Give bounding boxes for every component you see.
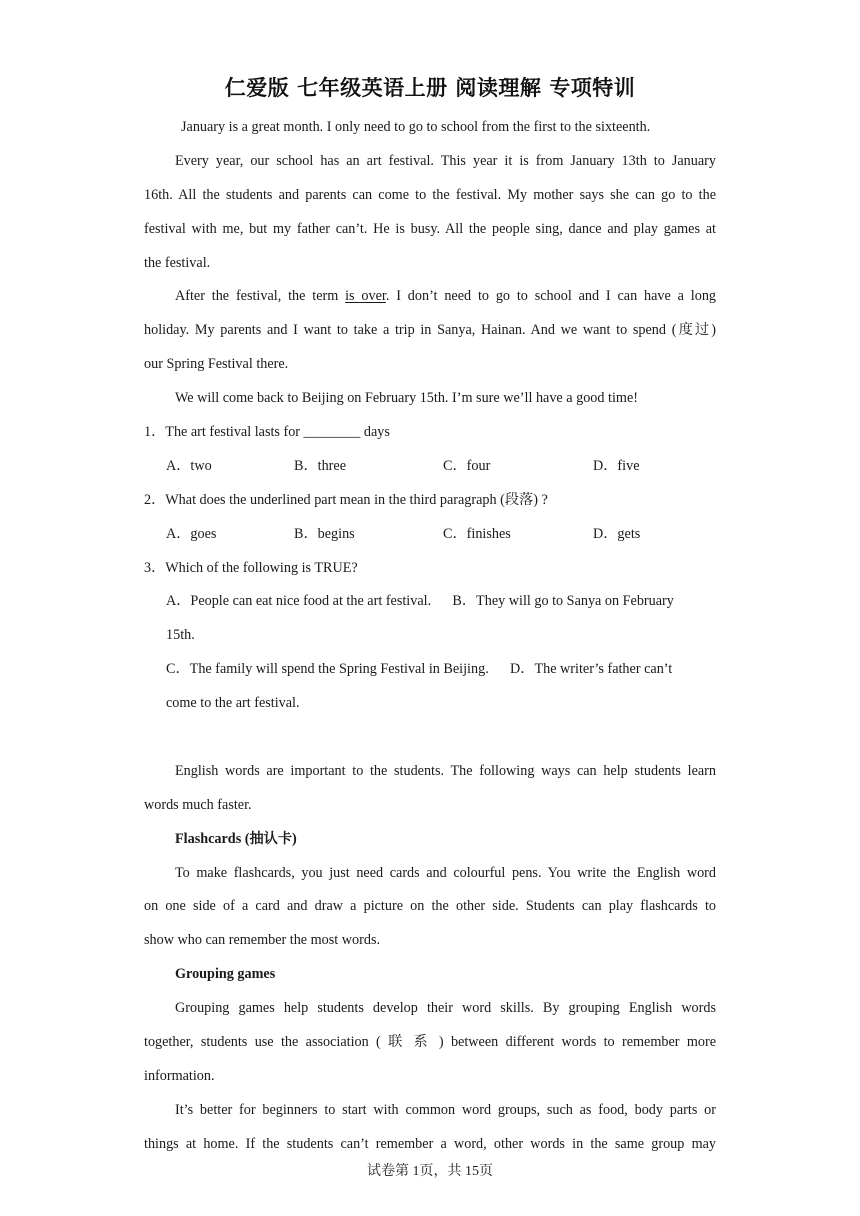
paragraph-line: information. bbox=[144, 1067, 215, 1084]
paragraph-line: January is a great month. I only need to go to school from the first to the sixteenth. bbox=[181, 119, 651, 135]
option-line: C．The family will spend the Spring Festival in Beijing. D．The writer’s father can’t bbox=[166, 661, 673, 678]
document-body bbox=[144, 111, 716, 1162]
option-d: D．gets bbox=[593, 525, 641, 542]
question-stem: 2．What does the underlined part mean in the third paragraph (段落) ? bbox=[144, 491, 548, 508]
option-b: B．three bbox=[294, 457, 347, 474]
paragraph-line: festival with me, but my father can’t. He is busy. All the people sing, dance and play games at bbox=[144, 220, 716, 237]
option-line: come to the art festival. bbox=[166, 695, 300, 712]
option-line: 15th. bbox=[166, 627, 195, 644]
option-a: A．two bbox=[166, 457, 212, 474]
spacer bbox=[144, 721, 716, 755]
question-stem: 1．The art festival lasts for ________ days bbox=[144, 424, 390, 441]
option-line: A．People can eat nice food at the art festival. B．They will go to Sanya on February bbox=[166, 593, 674, 610]
paragraph-line: English words are important to the students. The following ways can help students learn bbox=[175, 762, 716, 779]
paragraph-line: To make flashcards, you just need cards and colourful pens. You write the English word bbox=[175, 864, 716, 881]
underlined-phrase: is over bbox=[345, 288, 386, 305]
paragraph-line: Every year, our school has an art festival. This year it is from January 13th to January bbox=[175, 152, 716, 169]
paragraph-line: We will come back to Beijing on February 15th. I’m sure we’ll have a good time! bbox=[175, 390, 638, 407]
paragraph-line: words much faster. bbox=[144, 796, 252, 813]
paragraph-line: It’s better for beginners to start with common word groups, such as food, body parts or bbox=[175, 1101, 716, 1118]
paragraph-line: things at home. If the students can’t remember a word, other words in the same group may bbox=[144, 1135, 716, 1152]
option-a: A．goes bbox=[166, 525, 217, 542]
paragraph-line: show who can remember the most words. bbox=[144, 932, 381, 949]
page-footer: 试卷第 1页，共 15页 bbox=[367, 1164, 493, 1179]
option-c: C．finishes bbox=[443, 525, 511, 542]
paragraph-line: holiday. My parents and I want to take a trip in Sanya, Hainan. And we want to spend (度过) bbox=[144, 322, 716, 339]
option-c: C．four bbox=[443, 457, 491, 474]
paragraph-line: the festival. bbox=[144, 254, 211, 271]
text-segment: . I don’t need to go to school and I can have a long bbox=[385, 288, 717, 305]
option-d: D．five bbox=[593, 457, 640, 474]
paragraph-line: on one side of a card and draw a picture on the other side. Students can play flashcards to bbox=[144, 898, 716, 915]
paragraph-line: our Spring Festival there. bbox=[144, 356, 289, 373]
option-b: B．begins bbox=[294, 525, 355, 542]
paragraph-line: together, students use the association ( 联 系 ) between different words to remember more bbox=[144, 1034, 716, 1051]
section-heading: Flashcards (抽认卡) bbox=[175, 830, 297, 847]
question-stem: 3．Which of the following is TRUE? bbox=[144, 559, 358, 576]
section-heading: Grouping games bbox=[175, 966, 276, 983]
question-options bbox=[144, 518, 716, 552]
question-options bbox=[144, 450, 716, 484]
paragraph-line: Grouping games help students develop their word skills. By grouping English words bbox=[175, 1000, 716, 1017]
paragraph-line: 16th. All the students and parents can come to the festival. My mother says she can go to the bbox=[144, 186, 716, 203]
text-segment: After the festival, the term bbox=[175, 288, 346, 305]
paragraph-line bbox=[144, 280, 716, 314]
page-title: 仁爱版 七年级英语上册 阅读理解 专项特训 bbox=[224, 76, 636, 100]
